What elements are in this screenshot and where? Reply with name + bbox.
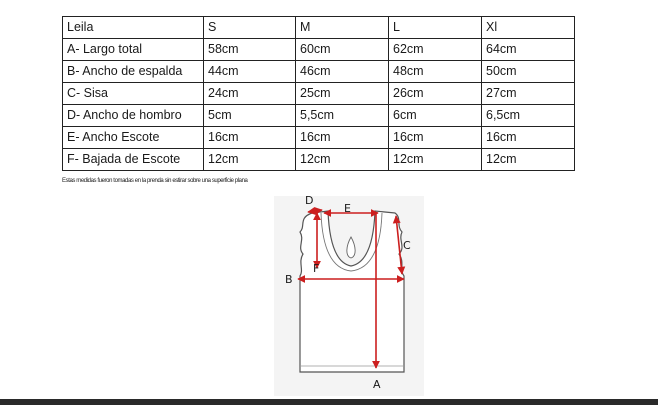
row-label-cell: D- Ancho de hombro (63, 105, 204, 127)
label-b: B (285, 273, 293, 286)
table-cell: 50cm (482, 61, 575, 83)
table-cell: 26cm (389, 83, 482, 105)
table-cell: 46cm (296, 61, 389, 83)
table-cell: 12cm (389, 149, 482, 171)
row-label-cell: F- Bajada de Escote (63, 149, 204, 171)
table-cell: 58cm (204, 39, 296, 61)
row-label-cell: C- Sisa (63, 83, 204, 105)
table-cell: 12cm (204, 149, 296, 171)
table-cell: 6cm (389, 105, 482, 127)
table-cell: 64cm (482, 39, 575, 61)
table-cell: 48cm (389, 61, 482, 83)
row-label-cell: B- Ancho de espalda (63, 61, 204, 83)
table-cell: 6,5cm (482, 105, 575, 127)
table-cell: 16cm (389, 127, 482, 149)
table-cell: 5cm (204, 105, 296, 127)
table-cell: 16cm (482, 127, 575, 149)
header-cell: M (296, 17, 389, 39)
label-c: C (403, 239, 411, 252)
footer-bar (0, 399, 658, 405)
table-cell: 12cm (482, 149, 575, 171)
table-cell: 27cm (482, 83, 575, 105)
table-cell: 24cm (204, 83, 296, 105)
label-d: D (305, 194, 314, 207)
label-a: A (373, 378, 381, 391)
row-label-cell: A- Largo total (63, 39, 204, 61)
label-f: F (313, 262, 320, 275)
header-cell: S (204, 17, 296, 39)
header-cell: L (389, 17, 482, 39)
table-cell: 44cm (204, 61, 296, 83)
header-cell: Xl (482, 17, 575, 39)
table-cell: 25cm (296, 83, 389, 105)
table-cell: 60cm (296, 39, 389, 61)
table-cell: 12cm (296, 149, 389, 171)
table-cell: 16cm (204, 127, 296, 149)
label-e: E (344, 202, 351, 215)
measurement-note: Estas medidas fueron tomadas en la prenda sin estirar sobre una superficie plana (62, 178, 248, 184)
table-cell: 16cm (296, 127, 389, 149)
table-cell: 5,5cm (296, 105, 389, 127)
table-cell: 62cm (389, 39, 482, 61)
header-cell: Leila (63, 17, 204, 39)
row-label-cell: E- Ancho Escote (63, 127, 204, 149)
